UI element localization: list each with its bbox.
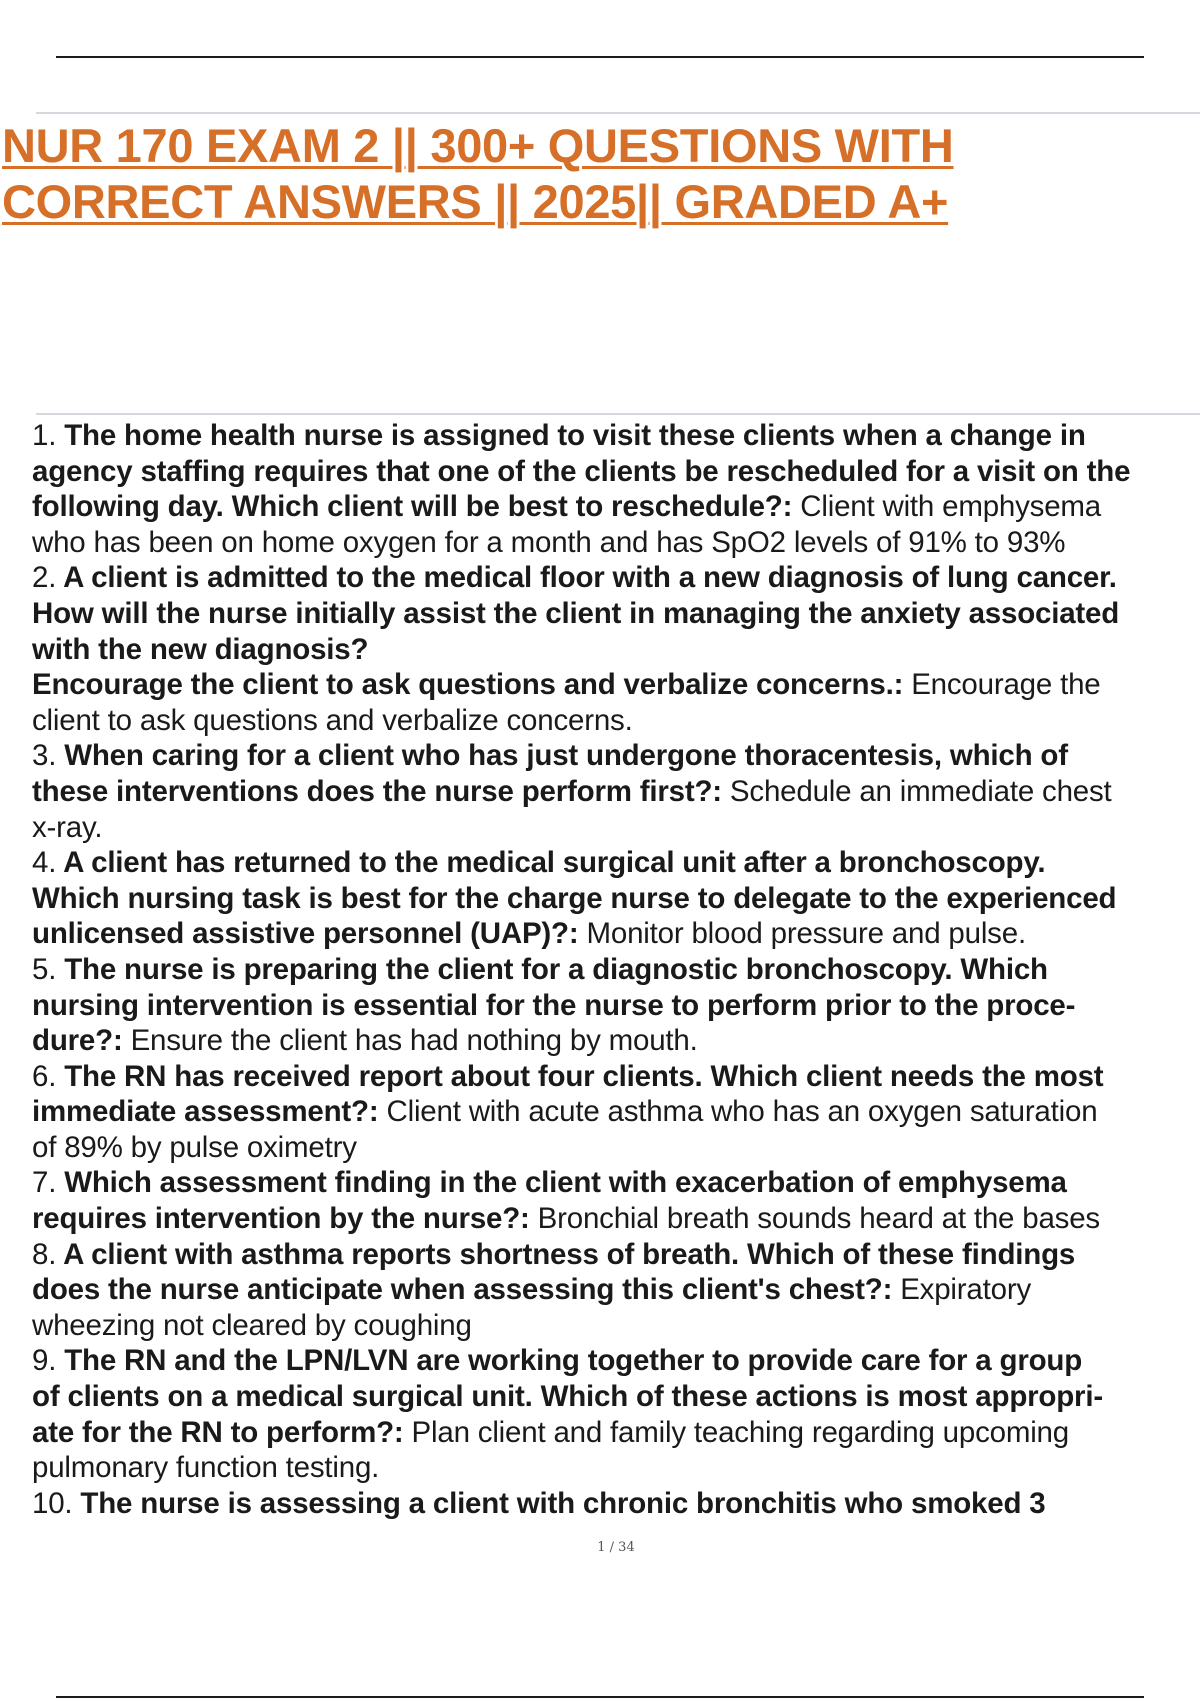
question-text: dure?:: [32, 1024, 123, 1058]
text-line: [32, 1237, 1200, 1273]
question-text: The RN and the LPN/LVN are working together to provide care for a group: [56, 1344, 1083, 1378]
text-line: [32, 1272, 1200, 1308]
question-text: When caring for a client who has just undergone thoracentesis, which of: [56, 739, 1068, 773]
text-line: [32, 1059, 1200, 1095]
text-line: [32, 667, 1200, 703]
content-divider: [36, 413, 1200, 415]
question-text: unlicensed assistive personnel (UAP)?:: [32, 917, 579, 951]
answer-text: Monitor blood pressure and pulse.: [578, 917, 1026, 951]
question-number: 6.: [32, 1059, 57, 1093]
bottom-divider: [56, 1696, 1144, 1698]
text-line: [32, 454, 1200, 490]
top-divider: [56, 56, 1144, 58]
text-line: [32, 738, 1200, 774]
question-text: Which assessment finding in the client with exacerbation of emphysema: [56, 1166, 1067, 1200]
answer-text: Schedule an immediate chest: [721, 774, 1112, 808]
answer-text: Expiratory: [892, 1273, 1031, 1307]
question-text: with the new diagnosis?: [32, 632, 369, 666]
question-text: The nurse is assessing a client with chronic bronchitis who smoked 3: [72, 1486, 1046, 1520]
question-text: Encourage the client to ask questions and verbalize concerns.:: [32, 668, 904, 702]
answer-text: wheezing not cleared by coughing: [32, 1308, 472, 1342]
text-line: [32, 418, 1200, 454]
title-divider: [36, 112, 1200, 114]
question-text: The nurse is preparing the client for a diagnostic bronchoscopy. Which: [56, 952, 1048, 986]
question-text: The RN has received report about four clients. Which client needs the most: [56, 1059, 1104, 1093]
question-number: 2.: [32, 561, 57, 595]
question-text: The home health nurse is assigned to visit these clients when a change in: [56, 419, 1086, 452]
text-line: [32, 1450, 1200, 1486]
question-number: 4.: [32, 846, 57, 880]
answer-text: x-ray.: [32, 810, 103, 844]
question-text: following day. Which client will be best to reschedule?:: [32, 490, 793, 524]
question-text: agency staffing requires that one of the clients be rescheduled for a visit on the: [32, 454, 1131, 488]
text-line: [32, 596, 1200, 632]
answer-text: Ensure the client has had nothing by mouth.: [122, 1024, 698, 1058]
text-line: [32, 810, 1200, 846]
question-number: 5.: [32, 952, 57, 986]
answer-text: of 89% by pulse oximetry: [32, 1130, 357, 1164]
text-line: [32, 1415, 1200, 1451]
text-line: [32, 1023, 1200, 1059]
document-title: [2, 118, 1062, 230]
answer-text: Encourage the: [903, 668, 1101, 702]
question-text: How will the nurse initially assist the client in managing the anxiety associated: [32, 596, 1120, 630]
text-line: [32, 1308, 1200, 1344]
question-text: Which nursing task is best for the charge nurse to delegate to the experienced: [32, 881, 1117, 915]
text-line: [32, 881, 1200, 917]
text-line: [32, 1486, 1200, 1522]
question-number: 1.: [32, 419, 57, 452]
answer-text: client to ask questions and verbalize concerns.: [32, 703, 633, 737]
question-number: 3.: [32, 739, 57, 773]
answer-text: Client with emphysema: [792, 490, 1102, 524]
question-number: 7.: [32, 1166, 57, 1200]
text-line: [32, 1379, 1200, 1415]
title-line-2: CORRECT ANSWERS || 2025|| GRADED A+: [2, 175, 949, 228]
question-text: does the nurse anticipate when assessing this client's chest?:: [32, 1273, 893, 1307]
text-line: [32, 774, 1200, 810]
text-line: [32, 489, 1200, 525]
question-text: these interventions does the nurse perform first?:: [32, 774, 722, 808]
question-number: 10.: [32, 1486, 73, 1520]
answer-text: pulmonary function testing.: [32, 1451, 380, 1485]
question-number: 8.: [32, 1237, 57, 1271]
answer-text: who has been on home oxygen for a month and has SpO2 levels of 91% to 93%: [32, 525, 1066, 559]
question-text: A client with asthma reports shortness of breath. Which of these findings: [56, 1237, 1076, 1271]
question-text: A client has returned to the medical surgical unit after a bronchoscopy.: [56, 846, 1046, 880]
text-line: [32, 845, 1200, 881]
page-number: 1 / 34: [597, 1540, 635, 1555]
text-line: [32, 1201, 1200, 1237]
answer-text: Bronchial breath sounds heard at the bases: [529, 1202, 1100, 1236]
question-text: requires intervention by the nurse?:: [32, 1202, 530, 1236]
question-number: 9.: [32, 1344, 57, 1378]
text-line: [32, 703, 1200, 739]
text-line: [32, 1094, 1200, 1130]
question-text: A client is admitted to the medical floor with a new diagnosis of lung cancer.: [56, 561, 1117, 595]
title-line-1: NUR 170 EXAM 2 || 300+ QUESTIONS WITH: [2, 119, 954, 172]
question-text: ate for the RN to perform?:: [32, 1415, 404, 1449]
text-line: [32, 525, 1200, 561]
question-text: immediate assessment?:: [32, 1095, 379, 1129]
answer-text: Client with acute asthma who has an oxygen saturation: [378, 1095, 1098, 1129]
answer-text: Plan client and family teaching regarding upcoming: [403, 1415, 1069, 1449]
text-line: [32, 560, 1200, 596]
question-text: of clients on a medical surgical unit. Which of these actions is most appropri-: [32, 1380, 1103, 1414]
text-line: [32, 916, 1200, 952]
text-line: [32, 632, 1200, 668]
question-answer-list: [32, 418, 1200, 1521]
text-line: [32, 1165, 1200, 1201]
text-line: [32, 1130, 1200, 1166]
text-line: [32, 988, 1200, 1024]
question-text: nursing intervention is essential for the nurse to perform prior to the proce-: [32, 988, 1076, 1022]
text-line: [32, 952, 1200, 988]
text-line: [32, 1343, 1200, 1379]
